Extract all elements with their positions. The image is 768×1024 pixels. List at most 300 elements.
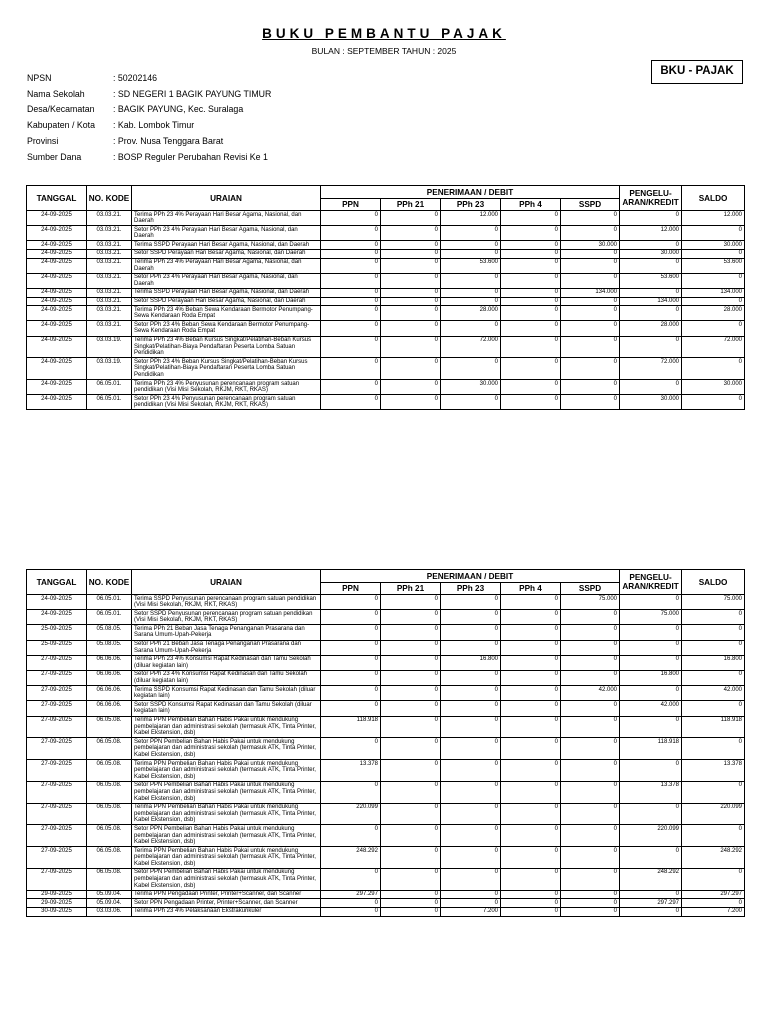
cell-kredit: 0: [620, 258, 682, 273]
cell-tanggal: 27-09-2025: [27, 803, 87, 825]
cell-pph23: 28.000: [441, 306, 501, 321]
info-label: Nama Sekolah: [27, 88, 85, 99]
cell-ppn: 0: [321, 686, 381, 701]
table-row: [27, 625, 745, 640]
cell-ppn: 0: [321, 868, 381, 890]
cell-pph21: 0: [381, 241, 441, 250]
table-row: [27, 358, 745, 380]
cell-pph21: 0: [381, 610, 441, 625]
cell-sspd: 0: [561, 273, 620, 288]
cell-pph4: 0: [501, 825, 561, 847]
cell-ppn: 0: [321, 825, 381, 847]
cell-kredit: 297.297: [620, 899, 682, 908]
cell-pph21: 0: [381, 211, 441, 226]
cell-kode: 06.05.01.: [87, 610, 132, 625]
cell-kode: 03.03.21.: [87, 306, 132, 321]
cell-kode: 06.06.06.: [87, 670, 132, 685]
cell-saldo: 0: [682, 868, 745, 890]
cell-pph23: 0: [441, 249, 501, 258]
cell-kode: 06.05.01.: [87, 395, 132, 410]
col-header-pph23: PPh 23: [441, 199, 501, 211]
cell-ppn: 13.378: [321, 760, 381, 782]
cell-kode: 03.03.19.: [87, 358, 132, 380]
info-label: Provinsi: [27, 136, 59, 147]
cell-pph21: 0: [381, 701, 441, 716]
cell-pph4: 0: [501, 760, 561, 782]
cell-kredit: 28.000: [620, 321, 682, 336]
cell-kredit: 0: [620, 241, 682, 250]
cell-tanggal: 27-09-2025: [27, 847, 87, 869]
cell-ppn: 0: [321, 358, 381, 380]
cell-kredit: 72.000: [620, 358, 682, 380]
cell-ppn: 0: [321, 907, 381, 916]
cell-ppn: 0: [321, 336, 381, 358]
cell-uraian: Terima SSPD Perayaan Hari Besar Agama, Nasional, dan Daerah: [132, 241, 321, 250]
cell-ppn: 0: [321, 899, 381, 908]
cell-uraian: Terima PPh 23 4% Penyusunan perencanaan program satuan pendidikan (Visi Misi Sekolah, RKJM, RKT, RKAS): [132, 380, 321, 395]
bku-pajak-badge: BKU - PAJAK: [651, 60, 743, 84]
table-row: [27, 716, 745, 738]
cell-uraian: Terima PPh 21 Beban Jasa Tenaga Penanganan Prasarana dan Sarana Umum-Upah-Pekerja: [132, 625, 321, 640]
cell-saldo: 53.600: [682, 258, 745, 273]
cell-sspd: 0: [561, 716, 620, 738]
cell-kode: 03.03.21.: [87, 258, 132, 273]
cell-sspd: 0: [561, 803, 620, 825]
cell-pph23: 0: [441, 847, 501, 869]
cell-pph21: 0: [381, 803, 441, 825]
cell-tanggal: 24-09-2025: [27, 211, 87, 226]
col-header-uraian: URAIAN: [132, 570, 321, 595]
cell-kredit: 0: [620, 760, 682, 782]
cell-saldo: 0: [682, 670, 745, 685]
cell-pph4: 0: [501, 288, 561, 297]
cell-kredit: 0: [620, 640, 682, 655]
cell-kode: 06.05.08.: [87, 868, 132, 890]
cell-sspd: 0: [561, 868, 620, 890]
cell-uraian: Terima PPh 23 4% Beban Kursus Singkat/Pelatihan-Beban Kursus Singkat/Pelatihan-Biaya Pendaftaran Peserta Lomba Satuan Pendidikan: [132, 336, 321, 358]
col-header-sspd: SSPD: [561, 583, 620, 595]
cell-sspd: 0: [561, 781, 620, 803]
cell-saldo: 0: [682, 321, 745, 336]
cell-sspd: 0: [561, 625, 620, 640]
cell-pph4: 0: [501, 625, 561, 640]
cell-uraian: Setor PPh 23 4% Perayaan Hari Besar Agama, Nasional, dan Daerah: [132, 226, 321, 241]
cell-pph4: 0: [501, 610, 561, 625]
cell-pph23: 0: [441, 781, 501, 803]
col-header-pph23: PPh 23: [441, 583, 501, 595]
info-value: : 50202146: [113, 72, 158, 83]
col-header-ppn: PPN: [321, 583, 381, 595]
cell-ppn: 0: [321, 380, 381, 395]
cell-kode: 06.05.01.: [87, 380, 132, 395]
cell-kredit: 0: [620, 716, 682, 738]
cell-kode: 06.05.08.: [87, 716, 132, 738]
cell-kode: 06.06.06.: [87, 701, 132, 716]
cell-pph21: 0: [381, 825, 441, 847]
cell-pph21: 0: [381, 258, 441, 273]
cell-kredit: 0: [620, 803, 682, 825]
cell-pph21: 0: [381, 595, 441, 610]
cell-kredit: 0: [620, 625, 682, 640]
table-row: [27, 610, 745, 625]
cell-kode: 05.09.04.: [87, 890, 132, 899]
cell-ppn: 0: [321, 306, 381, 321]
cell-ppn: 0: [321, 610, 381, 625]
cell-pph23: 7.200: [441, 907, 501, 916]
cell-tanggal: 24-09-2025: [27, 321, 87, 336]
cell-pph23: 0: [441, 890, 501, 899]
col-header-pph21: PPh 21: [381, 199, 441, 211]
table-row: [27, 306, 745, 321]
info-value: : Kab. Lombok Timur: [113, 120, 195, 131]
cell-tanggal: 30-09-2025: [27, 907, 87, 916]
cell-pph23: 0: [441, 825, 501, 847]
cell-kode: 06.06.06.: [87, 655, 132, 670]
table-row: [27, 380, 745, 395]
cell-sspd: 75.000: [561, 595, 620, 610]
info-value: : Prov. Nusa Tenggara Barat: [113, 136, 224, 147]
col-header-pph21: PPh 21: [381, 583, 441, 595]
cell-pph23: 53.600: [441, 258, 501, 273]
info-row: [27, 102, 271, 118]
col-header-saldo: SALDO: [682, 570, 745, 595]
cell-pph4: 0: [501, 321, 561, 336]
cell-pph23: 0: [441, 358, 501, 380]
col-header-tanggal: TANGGAL: [27, 570, 87, 595]
cell-tanggal: 24-09-2025: [27, 249, 87, 258]
cell-sspd: 0: [561, 670, 620, 685]
info-row: [27, 149, 271, 165]
table-row: [27, 640, 745, 655]
cell-pph4: 0: [501, 670, 561, 685]
cell-pph21: 0: [381, 847, 441, 869]
cell-tanggal: 27-09-2025: [27, 655, 87, 670]
cell-pph23: 0: [441, 395, 501, 410]
cell-pph21: 0: [381, 625, 441, 640]
cell-pph4: 0: [501, 640, 561, 655]
cell-kredit: 0: [620, 380, 682, 395]
info-label: Desa/Kecamatan: [27, 104, 95, 115]
cell-pph23: 30.000: [441, 380, 501, 395]
cell-tanggal: 27-09-2025: [27, 781, 87, 803]
col-header-pph4: PPh 4: [501, 583, 561, 595]
cell-pph4: 0: [501, 868, 561, 890]
cell-pph23: 0: [441, 595, 501, 610]
cell-pph4: 0: [501, 297, 561, 306]
cell-saldo: 0: [682, 249, 745, 258]
cell-pph21: 0: [381, 738, 441, 760]
cell-kode: 06.06.06.: [87, 686, 132, 701]
cell-sspd: 134.000: [561, 288, 620, 297]
cell-ppn: 297.297: [321, 890, 381, 899]
cell-pph23: 0: [441, 738, 501, 760]
cell-pph23: 16.800: [441, 655, 501, 670]
cell-pph23: 0: [441, 321, 501, 336]
cell-kode: 03.03.21.: [87, 226, 132, 241]
cell-tanggal: 25-09-2025: [27, 625, 87, 640]
cell-kode: 05.09.04.: [87, 899, 132, 908]
cell-pph21: 0: [381, 395, 441, 410]
cell-sspd: 0: [561, 847, 620, 869]
cell-tanggal: 27-09-2025: [27, 825, 87, 847]
table-row: [27, 760, 745, 782]
cell-kode: 06.05.08.: [87, 760, 132, 782]
cell-saldo: 297.297: [682, 890, 745, 899]
cell-sspd: 0: [561, 358, 620, 380]
info-row: [27, 86, 271, 102]
cell-tanggal: 29-09-2025: [27, 890, 87, 899]
cell-pph23: 0: [441, 760, 501, 782]
cell-saldo: 0: [682, 395, 745, 410]
cell-saldo: 0: [682, 781, 745, 803]
cell-pph21: 0: [381, 249, 441, 258]
cell-saldo: 0: [682, 610, 745, 625]
cell-uraian: Terima PPN Pembelian Bahan Habis Pakai untuk mendukung pembelajaran dan administrasi sekolah (termasuk ATK, Tinta Printer, Kabel Ekstension, dsb): [132, 847, 321, 869]
cell-pph4: 0: [501, 395, 561, 410]
col-header-pengeluaran: PENGELU-ARAN/KREDIT: [620, 570, 682, 595]
cell-kredit: 248.292: [620, 868, 682, 890]
table-row: [27, 258, 745, 273]
cell-ppn: 0: [321, 625, 381, 640]
cell-uraian: Setor PPN Pembelian Bahan Habis Pakai untuk mendukung pembelajaran dan administrasi sekolah (termasuk ATK, Tinta Printer, Kabel Ekstension, dsb): [132, 825, 321, 847]
cell-pph4: 0: [501, 907, 561, 916]
table-row: [27, 211, 745, 226]
cell-saldo: 220.099: [682, 803, 745, 825]
cell-sspd: 0: [561, 380, 620, 395]
cell-pph21: 0: [381, 380, 441, 395]
cell-kredit: 0: [620, 907, 682, 916]
cell-saldo: 0: [682, 358, 745, 380]
cell-sspd: 0: [561, 321, 620, 336]
table-row: [27, 321, 745, 336]
cell-ppn: 0: [321, 249, 381, 258]
info-value: : BAGIK PAYUNG, Kec. Suralaga: [113, 104, 244, 115]
cell-pph23: 0: [441, 241, 501, 250]
cell-pph23: 0: [441, 625, 501, 640]
col-header-penerimaan: PENERIMAAN / DEBIT: [321, 570, 620, 583]
cell-saldo: 0: [682, 825, 745, 847]
table-row: [27, 803, 745, 825]
cell-pph21: 0: [381, 226, 441, 241]
col-header-kode: NO. KODE: [87, 570, 132, 595]
cell-uraian: Setor PPh 23 4% Perayaan Hari Besar Agama, Nasional, dan Daerah: [132, 273, 321, 288]
cell-saldo: 13.378: [682, 760, 745, 782]
cell-pph4: 0: [501, 738, 561, 760]
col-header-saldo: SALDO: [682, 186, 745, 211]
cell-kredit: 0: [620, 336, 682, 358]
cell-kredit: 53.600: [620, 273, 682, 288]
cell-ppn: 0: [321, 258, 381, 273]
cell-saldo: 0: [682, 297, 745, 306]
cell-uraian: Terima PPh 23 4% Perayaan Hari Besar Agama, Nasional, dan Daerah: [132, 211, 321, 226]
cell-ppn: 0: [321, 395, 381, 410]
cell-pph4: 0: [501, 781, 561, 803]
cell-saldo: 72.000: [682, 336, 745, 358]
table-row: [27, 738, 745, 760]
cell-pph21: 0: [381, 358, 441, 380]
cell-kredit: 13.378: [620, 781, 682, 803]
col-header-ppn: PPN: [321, 199, 381, 211]
cell-kredit: 30.000: [620, 395, 682, 410]
cell-tanggal: 24-09-2025: [27, 226, 87, 241]
cell-uraian: Setor SSPD Konsumsi Rapat Kedinasan dan Tamu Sekolah (diluar kegiatan lain): [132, 701, 321, 716]
cell-pph21: 0: [381, 890, 441, 899]
cell-pph21: 0: [381, 760, 441, 782]
cell-pph23: 0: [441, 297, 501, 306]
cell-ppn: 0: [321, 273, 381, 288]
cell-pph4: 0: [501, 847, 561, 869]
table-row: [27, 241, 745, 250]
cell-pph4: 0: [501, 595, 561, 610]
cell-sspd: 0: [561, 899, 620, 908]
cell-sspd: 0: [561, 701, 620, 716]
cell-pph4: 0: [501, 306, 561, 321]
tax-ledger-table-2: [26, 569, 745, 917]
cell-pph4: 0: [501, 211, 561, 226]
cell-pph21: 0: [381, 321, 441, 336]
cell-tanggal: 24-09-2025: [27, 297, 87, 306]
cell-ppn: 0: [321, 226, 381, 241]
cell-sspd: 0: [561, 825, 620, 847]
cell-ppn: 0: [321, 670, 381, 685]
cell-kredit: 0: [620, 306, 682, 321]
cell-ppn: 0: [321, 297, 381, 306]
cell-ppn: 0: [321, 321, 381, 336]
cell-kode: 05.08.05.: [87, 625, 132, 640]
cell-pph21: 0: [381, 655, 441, 670]
table-row: [27, 907, 745, 916]
cell-pph23: 0: [441, 899, 501, 908]
cell-tanggal: 24-09-2025: [27, 241, 87, 250]
cell-saldo: 16.800: [682, 655, 745, 670]
info-value: : BOSP Reguler Perubahan Revisi Ke 1: [113, 151, 268, 162]
cell-saldo: 248.292: [682, 847, 745, 869]
cell-uraian: Terima PPh 23 4% Konsumsi Rapat Kedinasan dan Tamu Sekolah (diluar kegiatan lain): [132, 655, 321, 670]
table-row: [27, 868, 745, 890]
table-row: [27, 899, 745, 908]
table-row: [27, 670, 745, 685]
cell-pph21: 0: [381, 907, 441, 916]
cell-pph4: 0: [501, 655, 561, 670]
cell-pph4: 0: [501, 273, 561, 288]
cell-kredit: 0: [620, 686, 682, 701]
cell-pph23: 0: [441, 716, 501, 738]
table-row: [27, 655, 745, 670]
cell-saldo: 0: [682, 738, 745, 760]
table-row: [27, 288, 745, 297]
cell-pph21: 0: [381, 288, 441, 297]
page-title: BUKU PEMBANTU PAJAK: [262, 26, 506, 41]
cell-saldo: 0: [682, 625, 745, 640]
cell-ppn: 0: [321, 640, 381, 655]
cell-tanggal: 24-09-2025: [27, 380, 87, 395]
cell-tanggal: 27-09-2025: [27, 738, 87, 760]
cell-pph21: 0: [381, 670, 441, 685]
col-header-pph4: PPh 4: [501, 199, 561, 211]
cell-pph4: 0: [501, 686, 561, 701]
col-header-sspd: SSPD: [561, 199, 620, 211]
cell-tanggal: 24-09-2025: [27, 358, 87, 380]
cell-sspd: 30.000: [561, 241, 620, 250]
cell-tanggal: 24-09-2025: [27, 395, 87, 410]
cell-pph4: 0: [501, 358, 561, 380]
cell-pph4: 0: [501, 241, 561, 250]
cell-pph21: 0: [381, 868, 441, 890]
cell-uraian: Setor PPN Pembelian Bahan Habis Pakai untuk mendukung pembelajaran dan administrasi sekolah (termasuk ATK, Tinta Printer, Kabel Ekstension, dsb): [132, 868, 321, 890]
table-row: [27, 701, 745, 716]
cell-tanggal: 27-09-2025: [27, 760, 87, 782]
cell-saldo: 0: [682, 226, 745, 241]
cell-kredit: 118.918: [620, 738, 682, 760]
cell-saldo: 118.918: [682, 716, 745, 738]
cell-sspd: 0: [561, 226, 620, 241]
cell-kredit: 0: [620, 890, 682, 899]
cell-pph4: 0: [501, 803, 561, 825]
cell-uraian: Setor PPh 23 4% Penyusunan perencanaan program satuan pendidikan (Visi Misi Sekolah, RKJM, RKT, RKAS): [132, 395, 321, 410]
cell-sspd: 0: [561, 890, 620, 899]
cell-tanggal: 24-09-2025: [27, 336, 87, 358]
cell-pph23: 0: [441, 686, 501, 701]
cell-pph23: 72.000: [441, 336, 501, 358]
info-label: Sumber Dana: [27, 151, 82, 162]
cell-uraian: Setor SSPD Perayaan Hari Besar Agama, Nasional, dan Daerah: [132, 249, 321, 258]
cell-saldo: 42.000: [682, 686, 745, 701]
cell-pph23: 0: [441, 803, 501, 825]
cell-pph4: 0: [501, 899, 561, 908]
cell-saldo: 30.000: [682, 241, 745, 250]
cell-saldo: 75.000: [682, 595, 745, 610]
cell-tanggal: 27-09-2025: [27, 686, 87, 701]
tax-ledger-table-1: [26, 185, 745, 410]
cell-uraian: Setor PPN Pembelian Bahan Habis Pakai untuk mendukung pembelajaran dan administrasi sekolah (termasuk ATK, Tinta Printer, Kabel Ekstension, dsb): [132, 738, 321, 760]
cell-kode: 06.05.08.: [87, 738, 132, 760]
cell-uraian: Setor PPh 23 4% Konsumsi Rapat Kedinasan dan Tamu Sekolah (diluar kegiatan lain): [132, 670, 321, 685]
cell-saldo: 12.000: [682, 211, 745, 226]
cell-pph21: 0: [381, 899, 441, 908]
cell-kode: 06.05.08.: [87, 847, 132, 869]
table-row: [27, 686, 745, 701]
cell-pph4: 0: [501, 716, 561, 738]
cell-saldo: 30.000: [682, 380, 745, 395]
table-row: [27, 847, 745, 869]
table-row: [27, 890, 745, 899]
cell-tanggal: 27-09-2025: [27, 716, 87, 738]
cell-kode: 06.05.01.: [87, 595, 132, 610]
cell-uraian: Terima SSPD Penyusunan perencanaan program satuan pendidikan (Visi Misi Sekolah, RKJM, RKT, RKAS): [132, 595, 321, 610]
cell-kode: 03.03.21.: [87, 273, 132, 288]
cell-sspd: 0: [561, 760, 620, 782]
cell-kode: 06.05.08.: [87, 803, 132, 825]
table-row: [27, 781, 745, 803]
cell-uraian: Terima SSPD Perayaan Hari Besar Agama, Nasional, dan Daerah: [132, 288, 321, 297]
cell-pph23: 0: [441, 226, 501, 241]
cell-uraian: Setor PPh 23 4% Beban Sewa Kendaraan Bermotor Penumpang-Sewa Kendaraan Roda Empat: [132, 321, 321, 336]
school-info: [27, 70, 271, 165]
cell-tanggal: 24-09-2025: [27, 288, 87, 297]
cell-uraian: Setor PPh 21 Beban Jasa Tenaga Penanganan Prasarana dan Sarana Umum-Upah-Pekerja: [132, 640, 321, 655]
cell-saldo: 0: [682, 273, 745, 288]
cell-kredit: 0: [620, 595, 682, 610]
cell-kredit: 75.000: [620, 610, 682, 625]
cell-kredit: 220.099: [620, 825, 682, 847]
cell-pph4: 0: [501, 701, 561, 716]
info-row: [27, 117, 271, 133]
cell-kredit: 42.000: [620, 701, 682, 716]
cell-kredit: 134.000: [620, 297, 682, 306]
cell-tanggal: 24-09-2025: [27, 306, 87, 321]
info-label: NPSN: [27, 72, 52, 83]
cell-pph4: 0: [501, 258, 561, 273]
